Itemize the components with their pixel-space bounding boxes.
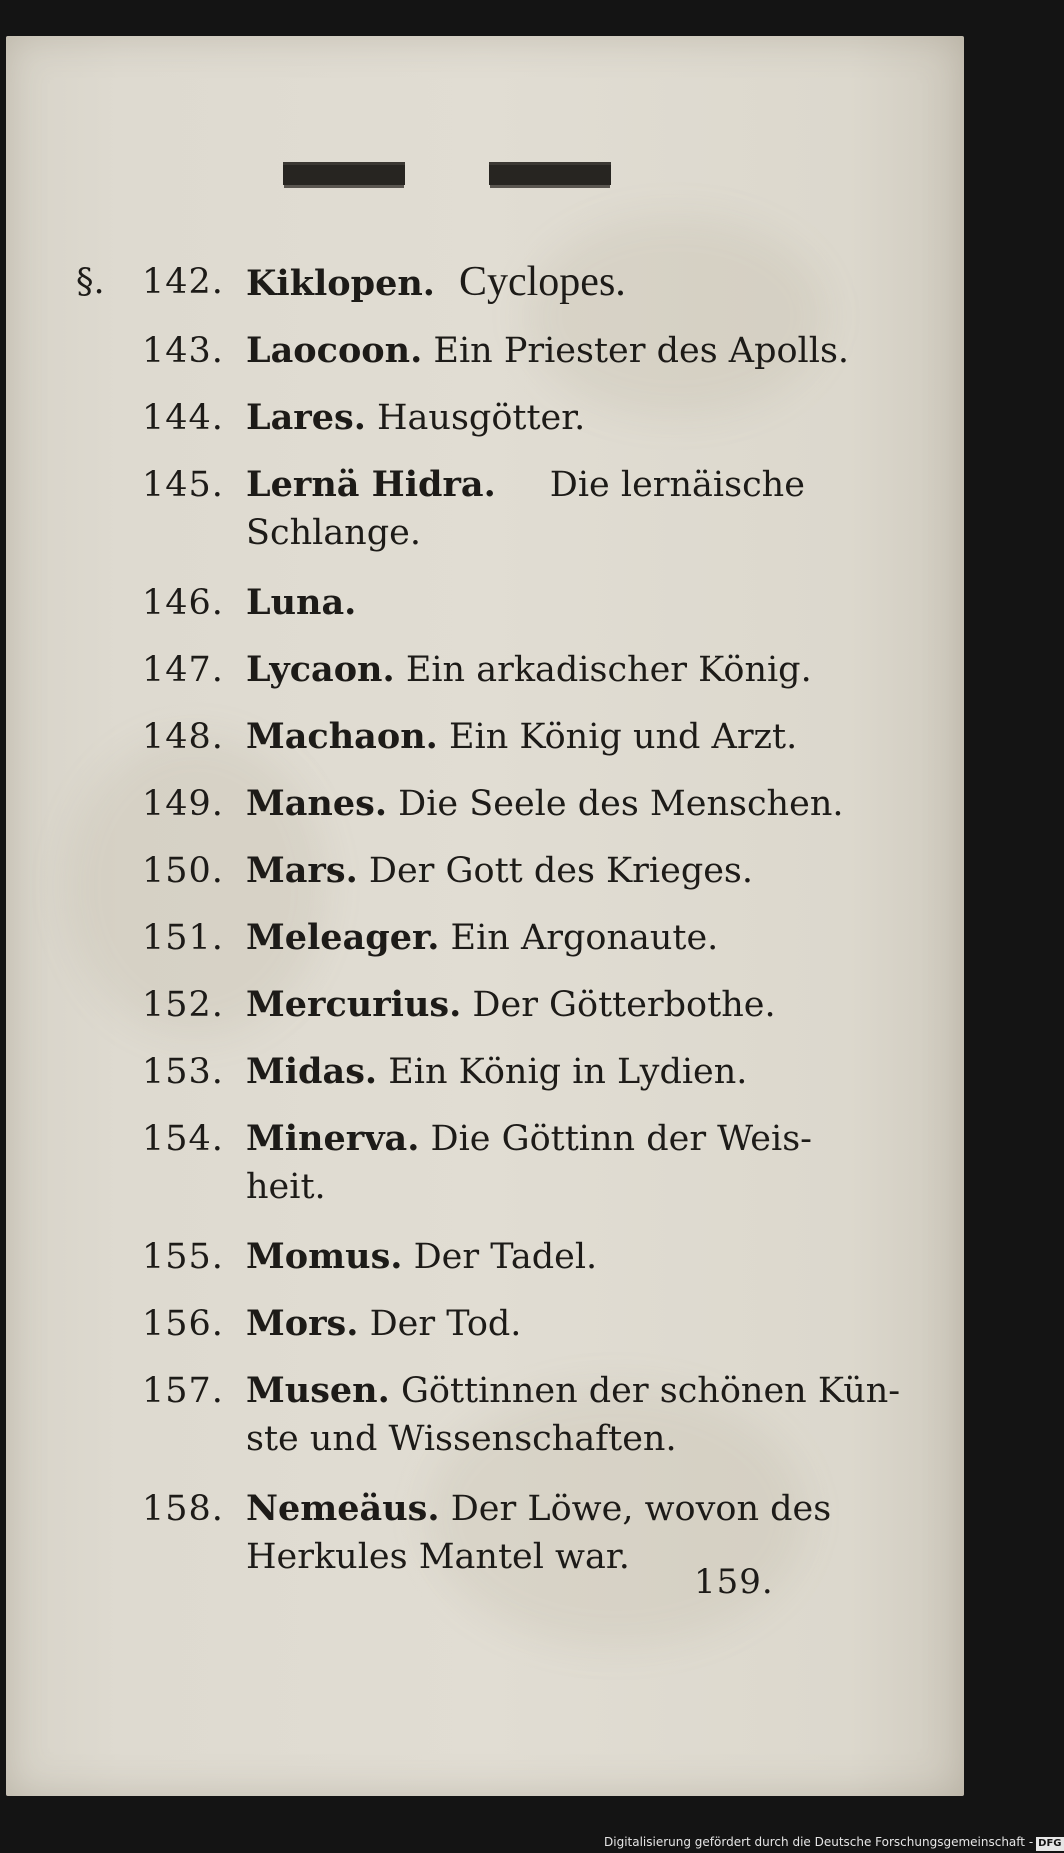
entry-153 <box>76 1048 916 1096</box>
entry-term: Mercurius. <box>246 984 462 1025</box>
entry-152 <box>76 981 916 1029</box>
entry-number: 147. <box>142 650 224 690</box>
entry-description: Der Götterbothe. <box>472 985 776 1025</box>
credit-text: Digitalisierung gefördert durch die Deutsche Forschungsgemeinschaft - <box>604 1835 1034 1849</box>
entry-number: 154. <box>142 1119 224 1159</box>
entry-number: 150. <box>142 851 224 891</box>
entry-146 <box>76 579 916 627</box>
entry-156 <box>76 1300 916 1348</box>
entry-term: Lernä Hidra. <box>246 464 496 505</box>
entry-150 <box>76 847 916 895</box>
dfg-logo: DFG <box>1038 1838 1062 1849</box>
entry-description-continued: Schlange. <box>246 513 421 553</box>
entry-description: Ein König und Arzt. <box>448 717 798 757</box>
entry-term: Minerva. <box>246 1118 420 1159</box>
entry-144 <box>76 394 916 442</box>
entry-number: 142. <box>142 262 224 302</box>
entry-description: Ein Argonaute. <box>450 918 719 958</box>
entry-154 <box>76 1115 916 1211</box>
entry-number: 149. <box>142 784 224 824</box>
entry-description: Die Göttinn der Weis- <box>430 1119 812 1159</box>
page-number: 159. <box>694 1562 774 1602</box>
header-ornament-right <box>489 162 611 185</box>
entry-158 <box>76 1485 916 1581</box>
entry-description: Der Tadel. <box>413 1237 598 1277</box>
entry-description: Der Gott des Krieges. <box>368 851 754 891</box>
entry-term: Kiklopen. <box>246 263 435 304</box>
entry-term: Lycaon. <box>246 649 395 690</box>
entry-number: 145. <box>142 465 224 505</box>
entry-number: 143. <box>142 331 224 371</box>
digitization-credit <box>604 1833 1062 1851</box>
entry-term: Momus. <box>246 1236 403 1277</box>
entry-151 <box>76 914 916 962</box>
page-paper <box>6 36 964 1796</box>
entry-description: Ein Priester des Apolls. <box>433 331 850 371</box>
entry-term: Midas. <box>246 1051 378 1092</box>
entry-term: Luna. <box>246 582 357 623</box>
entry-term: Musen. <box>246 1370 390 1411</box>
entry-142 <box>76 258 916 308</box>
entry-number: 144. <box>142 398 224 438</box>
entry-143 <box>76 327 916 375</box>
entry-term: Laocoon. <box>246 330 423 371</box>
entry-latin: Cyclopes. <box>458 259 626 305</box>
entry-number: 152. <box>142 985 224 1025</box>
entry-number: 146. <box>142 583 224 623</box>
entry-description: Ein König in Lydien. <box>388 1052 748 1092</box>
entry-term: Machaon. <box>246 716 438 757</box>
entry-148 <box>76 713 916 761</box>
entry-number: 158. <box>142 1489 224 1529</box>
entry-description: Der Tod. <box>369 1304 522 1344</box>
entry-list <box>76 258 916 1603</box>
entry-term: Lares. <box>246 397 366 438</box>
entry-number: 155. <box>142 1237 224 1277</box>
entry-description-continued: heit. <box>246 1167 326 1207</box>
entry-term: Mars. <box>246 850 358 891</box>
section-mark: §. <box>76 262 105 302</box>
entry-term: Meleager. <box>246 917 440 958</box>
entry-145 <box>76 461 916 557</box>
entry-147 <box>76 646 916 694</box>
entry-description: Der Löwe, wovon des <box>450 1489 832 1529</box>
entry-description: Hausgötter. <box>377 398 586 438</box>
entry-number: 151. <box>142 918 224 958</box>
entry-description-continued: ste und Wissenschaften. <box>246 1419 677 1459</box>
entry-description: Die lernäische <box>549 465 805 505</box>
entry-description: Die Seele des Menschen. <box>398 784 844 824</box>
entry-number: 156. <box>142 1304 224 1344</box>
entry-description: Ein arkadischer König. <box>405 650 812 690</box>
entry-term: Manes. <box>246 783 388 824</box>
entry-description: Göttinnen der schönen Kün- <box>400 1371 901 1411</box>
entry-number: 148. <box>142 717 224 757</box>
entry-term: Mors. <box>246 1303 359 1344</box>
entry-description-continued: Herkules Mantel war. <box>246 1537 630 1577</box>
entry-number: 157. <box>142 1371 224 1411</box>
entry-term: Nemeäus. <box>246 1488 440 1529</box>
entry-157 <box>76 1367 916 1463</box>
entry-number: 153. <box>142 1052 224 1092</box>
entry-155 <box>76 1233 916 1281</box>
header-ornament-left <box>283 162 405 185</box>
entry-149 <box>76 780 916 828</box>
